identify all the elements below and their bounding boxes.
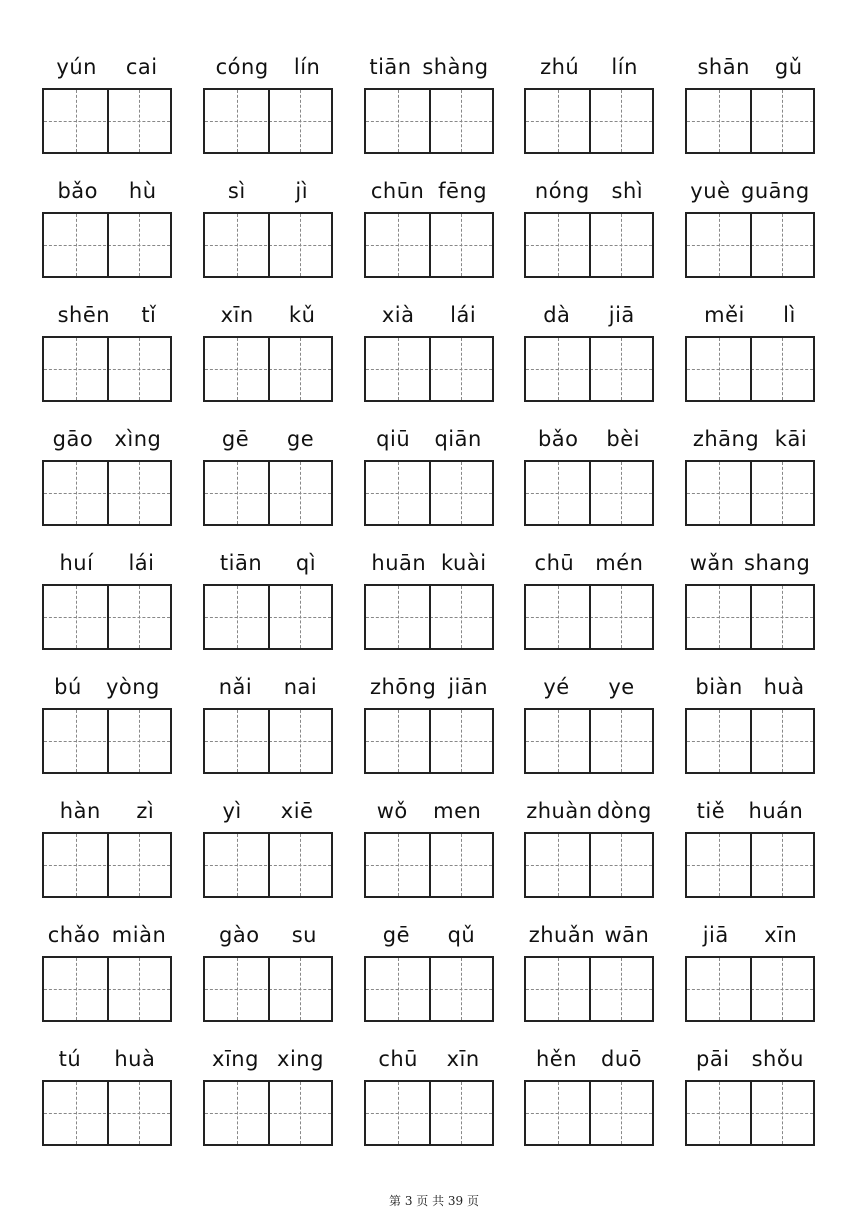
pinyin-syllable: chū [534, 551, 575, 575]
pinyin-label [203, 794, 333, 828]
pinyin-item [364, 546, 494, 658]
pinyin-syllable: zhuàn [526, 799, 593, 823]
pinyin-label [42, 422, 172, 456]
pinyin-syllable: tiān [369, 55, 412, 79]
pinyin-label [42, 794, 172, 828]
writing-box[interactable] [364, 832, 494, 898]
pinyin-syllable: hěn [535, 1047, 578, 1071]
pinyin-syllable: bú [54, 675, 82, 699]
pinyin-item [203, 174, 333, 286]
pinyin-syllable: men [433, 799, 482, 823]
writing-box[interactable] [203, 832, 333, 898]
writing-box[interactable] [524, 708, 654, 774]
pinyin-label [203, 50, 333, 84]
pinyin-item [364, 422, 494, 534]
writing-box[interactable] [203, 708, 333, 774]
pinyin-label [42, 298, 172, 332]
writing-box[interactable] [364, 212, 494, 278]
pinyin-label [364, 422, 494, 456]
pinyin-syllable: tiě [696, 799, 726, 823]
pinyin-item [364, 918, 494, 1030]
pinyin-label [364, 298, 494, 332]
writing-box[interactable] [685, 584, 815, 650]
pinyin-label [685, 298, 815, 332]
pinyin-label [685, 794, 815, 828]
pinyin-label [524, 422, 654, 456]
pinyin-item [42, 422, 172, 534]
writing-box[interactable] [42, 1080, 172, 1146]
pinyin-syllable: bǎo [537, 427, 579, 451]
writing-box[interactable] [524, 584, 654, 650]
pinyin-syllable: kāi [774, 427, 808, 451]
writing-box[interactable] [364, 336, 494, 402]
pinyin-label [364, 174, 494, 208]
pinyin-syllable: gào [219, 923, 260, 947]
writing-box[interactable] [42, 832, 172, 898]
writing-box[interactable] [364, 584, 494, 650]
pinyin-syllable: xiē [280, 799, 314, 823]
pinyin-syllable: wǒ [376, 799, 408, 823]
pinyin-syllable: gāo [52, 427, 94, 451]
pinyin-syllable: jiān [448, 675, 489, 699]
pinyin-syllable: miàn [111, 923, 167, 947]
pinyin-item [203, 794, 333, 906]
pinyin-item [524, 670, 654, 782]
writing-box[interactable] [685, 956, 815, 1022]
pinyin-syllable: chǎo [47, 923, 101, 947]
pinyin-item [42, 670, 172, 782]
writing-box[interactable] [42, 956, 172, 1022]
pinyin-item [42, 174, 172, 286]
writing-box[interactable] [685, 832, 815, 898]
pinyin-label [364, 918, 494, 952]
pinyin-syllable: tiān [219, 551, 263, 575]
pinyin-label [364, 50, 494, 84]
pinyin-syllable: yì [222, 799, 242, 823]
pinyin-syllable: xià [381, 303, 415, 327]
pinyin-label [524, 174, 654, 208]
writing-box[interactable] [685, 212, 815, 278]
pinyin-syllable: qì [295, 551, 317, 575]
pinyin-syllable: ge [286, 427, 315, 451]
pinyin-syllable: xìng [114, 427, 162, 451]
pinyin-item [203, 546, 333, 658]
pinyin-syllable: shang [744, 551, 811, 575]
pinyin-syllable: lái [128, 551, 155, 575]
pinyin-syllable: lín [293, 55, 321, 79]
pinyin-syllable: xīng [212, 1047, 259, 1071]
pinyin-syllable: fēng [438, 179, 488, 203]
pinyin-syllable: kǔ [288, 303, 316, 327]
pinyin-syllable: cai [125, 55, 158, 79]
writing-box[interactable] [685, 460, 815, 526]
pinyin-syllable: huán [748, 799, 804, 823]
pinyin-syllable: pāi [696, 1047, 730, 1071]
pinyin-syllable: guāng [741, 179, 810, 203]
pinyin-item [524, 546, 654, 658]
pinyin-syllable: chū [378, 1047, 418, 1071]
pinyin-item [203, 670, 333, 782]
writing-box[interactable] [42, 88, 172, 154]
pinyin-syllable: hù [128, 179, 157, 203]
pinyin-syllable: wǎn [689, 551, 735, 575]
pinyin-syllable: shàng [422, 55, 489, 79]
writing-box[interactable] [364, 88, 494, 154]
writing-box[interactable] [524, 336, 654, 402]
pinyin-syllable: nǎi [218, 675, 253, 699]
pinyin-syllable: shān [697, 55, 750, 79]
pinyin-item [685, 298, 815, 410]
pinyin-item [203, 918, 333, 1030]
pinyin-label [685, 1042, 815, 1076]
pinyin-item [524, 918, 654, 1030]
pinyin-syllable: shì [611, 179, 644, 203]
writing-box[interactable] [42, 708, 172, 774]
pinyin-label [524, 918, 654, 952]
pinyin-item [42, 50, 172, 162]
pinyin-item [364, 298, 494, 410]
writing-box[interactable] [524, 956, 654, 1022]
pinyin-label [524, 794, 654, 828]
pinyin-syllable: dà [543, 303, 571, 327]
pinyin-syllable: qiū [376, 427, 411, 451]
pinyin-item [203, 1042, 333, 1154]
pinyin-syllable: lì [783, 303, 796, 327]
pinyin-syllable: zì [136, 799, 155, 823]
writing-box[interactable] [203, 584, 333, 650]
pinyin-item [364, 174, 494, 286]
pinyin-item [364, 1042, 494, 1154]
pinyin-label [203, 546, 333, 580]
pinyin-label [364, 1042, 494, 1076]
pinyin-syllable: zhuǎn [528, 923, 596, 947]
pinyin-syllable: huà [114, 1047, 156, 1071]
pinyin-syllable: xing [277, 1047, 324, 1071]
pinyin-item [524, 422, 654, 534]
writing-box[interactable] [203, 460, 333, 526]
pinyin-syllable: chūn [370, 179, 425, 203]
pinyin-syllable: zhāng [692, 427, 760, 451]
writing-box[interactable] [685, 1080, 815, 1146]
pinyin-label [203, 1042, 333, 1076]
pinyin-syllable: wān [604, 923, 650, 947]
pinyin-syllable: dòng [596, 799, 652, 823]
pinyin-syllable: bèi [606, 427, 641, 451]
pinyin-syllable: gǔ [774, 55, 803, 79]
pinyin-item [524, 1042, 654, 1154]
writing-box[interactable] [685, 708, 815, 774]
pinyin-label [203, 422, 333, 456]
writing-box[interactable] [203, 212, 333, 278]
pinyin-syllable: huí [59, 551, 94, 575]
pinyin-item [685, 1042, 815, 1154]
pinyin-item [685, 794, 815, 906]
pinyin-item [685, 670, 815, 782]
pinyin-label [364, 794, 494, 828]
writing-box[interactable] [524, 88, 654, 154]
pinyin-syllable: qiān [434, 427, 482, 451]
pinyin-item [364, 794, 494, 906]
pinyin-item [524, 794, 654, 906]
pinyin-syllable: lín [611, 55, 638, 79]
pinyin-item [42, 298, 172, 410]
pinyin-syllable: zhōng [369, 675, 437, 699]
pinyin-item [685, 50, 815, 162]
writing-box[interactable] [203, 956, 333, 1022]
pinyin-syllable: shǒu [751, 1047, 804, 1071]
pinyin-syllable: su [291, 923, 317, 947]
pinyin-syllable: huà [763, 675, 805, 699]
pinyin-item [364, 670, 494, 782]
pinyin-syllable: tǐ [141, 303, 157, 327]
writing-box[interactable] [524, 832, 654, 898]
pinyin-syllable: huān [371, 551, 427, 575]
pinyin-item [42, 918, 172, 1030]
pinyin-label [685, 174, 815, 208]
writing-box[interactable] [364, 708, 494, 774]
writing-box[interactable] [685, 88, 815, 154]
pinyin-syllable: hàn [59, 799, 101, 823]
writing-box[interactable] [42, 460, 172, 526]
writing-box[interactable] [42, 584, 172, 650]
pinyin-item [203, 422, 333, 534]
pinyin-syllable: qǔ [447, 923, 476, 947]
pinyin-label [203, 298, 333, 332]
pinyin-label [203, 174, 333, 208]
pinyin-item [42, 1042, 172, 1154]
pinyin-label [364, 670, 494, 704]
writing-box[interactable] [364, 460, 494, 526]
pinyin-syllable: yé [543, 675, 570, 699]
writing-box[interactable] [203, 1080, 333, 1146]
writing-box[interactable] [42, 336, 172, 402]
pinyin-syllable: cóng [215, 55, 269, 79]
pinyin-item [42, 794, 172, 906]
pinyin-label [685, 670, 815, 704]
pinyin-label [685, 918, 815, 952]
writing-box[interactable] [364, 1080, 494, 1146]
pinyin-syllable: jiā [608, 303, 635, 327]
pinyin-item [685, 422, 815, 534]
pinyin-item [685, 174, 815, 286]
pinyin-label [524, 546, 654, 580]
pinyin-syllable: xīn [220, 303, 254, 327]
pinyin-item [364, 50, 494, 162]
pinyin-syllable: tú [58, 1047, 82, 1071]
pinyin-item [685, 918, 815, 1030]
pinyin-label [42, 174, 172, 208]
pinyin-syllable: lái [450, 303, 477, 327]
pinyin-syllable: duō [601, 1047, 642, 1071]
pinyin-label [524, 298, 654, 332]
pinyin-syllable: mén [595, 551, 644, 575]
pinyin-item [203, 50, 333, 162]
pinyin-item [524, 298, 654, 410]
pinyin-label [685, 546, 815, 580]
pinyin-label [203, 670, 333, 704]
pinyin-label [42, 670, 172, 704]
writing-box[interactable] [524, 460, 654, 526]
pinyin-label [364, 546, 494, 580]
pinyin-syllable: měi [704, 303, 745, 327]
pinyin-item [524, 174, 654, 286]
pinyin-syllable: zhú [540, 55, 580, 79]
pinyin-syllable: xīn [764, 923, 798, 947]
pinyin-syllable: gē [382, 923, 411, 947]
pinyin-syllable: yuè [690, 179, 731, 203]
pinyin-label [524, 50, 654, 84]
pinyin-item [42, 546, 172, 658]
writing-box[interactable] [42, 212, 172, 278]
pinyin-label [685, 50, 815, 84]
writing-box[interactable] [524, 212, 654, 278]
pinyin-syllable: yòng [105, 675, 160, 699]
pinyin-syllable: jiā [702, 923, 729, 947]
pinyin-label [685, 422, 815, 456]
pinyin-syllable: jì [295, 179, 309, 203]
pinyin-syllable: bǎo [57, 179, 98, 203]
pinyin-label [42, 546, 172, 580]
writing-box[interactable] [203, 88, 333, 154]
pinyin-syllable: kuài [441, 551, 487, 575]
pinyin-syllable: biàn [695, 675, 743, 699]
writing-box[interactable] [203, 336, 333, 402]
writing-box[interactable] [364, 956, 494, 1022]
writing-box[interactable] [524, 1080, 654, 1146]
pinyin-label [42, 50, 172, 84]
pinyin-syllable: nóng [534, 179, 590, 203]
pinyin-label [42, 1042, 172, 1076]
pinyin-label [203, 918, 333, 952]
writing-box[interactable] [685, 336, 815, 402]
pinyin-item [685, 546, 815, 658]
pinyin-item [524, 50, 654, 162]
pinyin-syllable: shēn [57, 303, 111, 327]
pinyin-syllable: ye [608, 675, 635, 699]
pinyin-syllable: yún [56, 55, 97, 79]
pinyin-syllable: gē [221, 427, 250, 451]
pinyin-label [524, 1042, 654, 1076]
pinyin-label [524, 670, 654, 704]
pinyin-syllable: nai [283, 675, 318, 699]
pinyin-syllable: xīn [446, 1047, 480, 1071]
pinyin-label [42, 918, 172, 952]
page-footer: 第 3 页 共 39 页 [389, 1194, 479, 1208]
pinyin-item [203, 298, 333, 410]
pinyin-syllable: sì [227, 179, 246, 203]
